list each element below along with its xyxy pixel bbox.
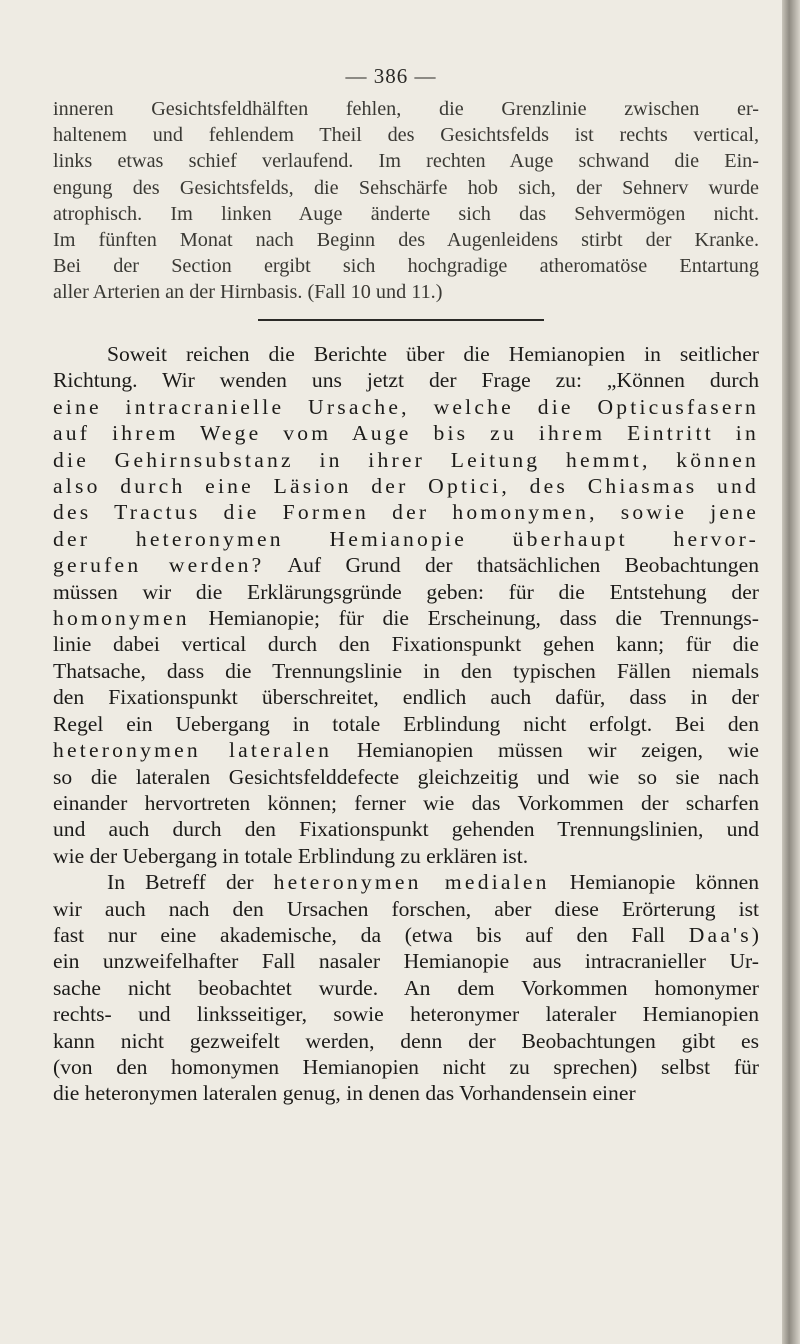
text-run: Hemianopien müssen wir zeigen, wie	[332, 738, 759, 763]
text-line: linie dabei vertical durch den Fixationspunkt gehen kann; für die	[53, 632, 759, 657]
text-line: den Fixationspunkt überschreitet, endlich auch dafür, dass in der	[53, 685, 759, 710]
text-line: die Gehirnsubstanz in ihrer Leitung hemmt, können	[53, 447, 759, 472]
emphasis-text: heteronymen medialen	[273, 870, 550, 895]
text-line: Im fünften Monat nach Beginn des Augenleidens stirbt der Kranke.	[53, 229, 759, 252]
text-line: engung des Gesichtsfelds, die Sehschärfe hob sich, der Sehnerv wurde	[53, 176, 759, 199]
text-run: fast nur eine akademische, da (etwa bis auf den Fall	[53, 922, 689, 947]
text-line: also durch eine Läsion der Optici, des Chiasmas und	[53, 474, 759, 499]
text-line: haltenem und fehlendem Theil des Gesichtsfelds ist rechts vertical,	[53, 124, 759, 147]
page-number: — 386 —	[345, 64, 437, 88]
text-line	[53, 552, 759, 578]
emphasis-text: heteronymen lateralen	[53, 738, 333, 763]
text-line	[53, 869, 759, 895]
text-line: Regel ein Uebergang in totale Erblindung nicht erfolgt. Bei den	[53, 711, 759, 736]
emphasis-text: Daa's	[688, 922, 752, 947]
text-line: müssen wir die Erklärungsgründe geben: für die Entstehung der	[53, 579, 759, 604]
text-line: wir auch nach den Ursachen forschen, aber diese Erörterung ist	[53, 896, 759, 921]
text-line: des Tractus die Formen der homonymen, sowie jene	[53, 500, 759, 525]
text-line: auf ihrem Wege vom Auge bis zu ihrem Eintritt in	[53, 421, 759, 446]
emphasis-text: gerufen werden?	[53, 553, 265, 578]
text-line	[53, 737, 759, 763]
text-run: )	[751, 922, 759, 947]
text-run: Auf Grund der thatsächlichen Beobachtungen	[264, 553, 759, 578]
section-divider	[258, 319, 544, 321]
text-line: sache nicht beobachtet wurde. An dem Vorkommen homonymer	[53, 975, 759, 1000]
text-line: atrophisch. Im linken Auge änderte sich das Sehvermögen nicht.	[53, 202, 759, 225]
text-run: In Betreff der	[107, 870, 274, 895]
text-line: ein unzweifelhafter Fall nasaler Hemianopie aus intracranieller Ur-	[53, 949, 759, 974]
text-line: (von den homonymen Hemianopien nicht zu sprechen) selbst für	[53, 1054, 759, 1079]
text-line: aller Arterien an der Hirnbasis. (Fall 10 und 11.)	[53, 281, 443, 304]
text-line: Bei der Section ergibt sich hochgradige atheromatöse Entartung	[53, 255, 759, 278]
text-line	[53, 605, 759, 631]
emphasis-text: homonymen	[53, 606, 190, 631]
text-run: Hemianopie können	[549, 870, 759, 895]
text-line: und auch durch den Fixationspunkt gehenden Trennungslinien, und	[53, 817, 759, 842]
text-line: einander hervortreten können; ferner wie das Vorkommen der scharfen	[53, 790, 759, 815]
text-line: die heteronymen lateralen genug, in denen das Vorhandensein einer	[53, 1081, 636, 1106]
text-line: kann nicht gezweifelt werden, denn der Beobachtungen gibt es	[53, 1028, 759, 1053]
text-line: eine intracranielle Ursache, welche die Opticusfasern	[53, 394, 759, 419]
main-text	[53, 341, 759, 1107]
text-line: inneren Gesichtsfeldhälften fehlen, die Grenzlinie zwischen er-	[53, 98, 759, 120]
text-line: wie der Uebergang in totale Erblindung zu erklären ist.	[53, 843, 529, 868]
text-line: Thatsache, dass die Trennungslinie in den typischen Fällen niemals	[53, 658, 759, 683]
top-paragraph	[53, 96, 759, 306]
text-line	[53, 922, 759, 948]
text-run: Hemianopie; für die Erscheinung, dass die Trennungs-	[189, 606, 759, 631]
text-line: rechts- und linksseitiger, sowie heteronymer lateraler Hemianopien	[53, 1002, 759, 1027]
text-line: Soweit reichen die Berichte über die Hemianopien in seitlicher	[107, 342, 759, 366]
page-edge-shadow	[782, 0, 800, 1344]
text-line: Richtung. Wir wenden uns jetzt der Frage zu: „Können durch	[53, 368, 759, 393]
text-line: der heteronymen Hemianopie überhaupt hervor-	[53, 526, 759, 551]
text-line: links etwas schief verlaufend. Im rechten Auge schwand die Ein-	[53, 150, 759, 173]
text-line: so die lateralen Gesichtsfelddefecte gleichzeitig und wie so sie nach	[53, 764, 759, 789]
